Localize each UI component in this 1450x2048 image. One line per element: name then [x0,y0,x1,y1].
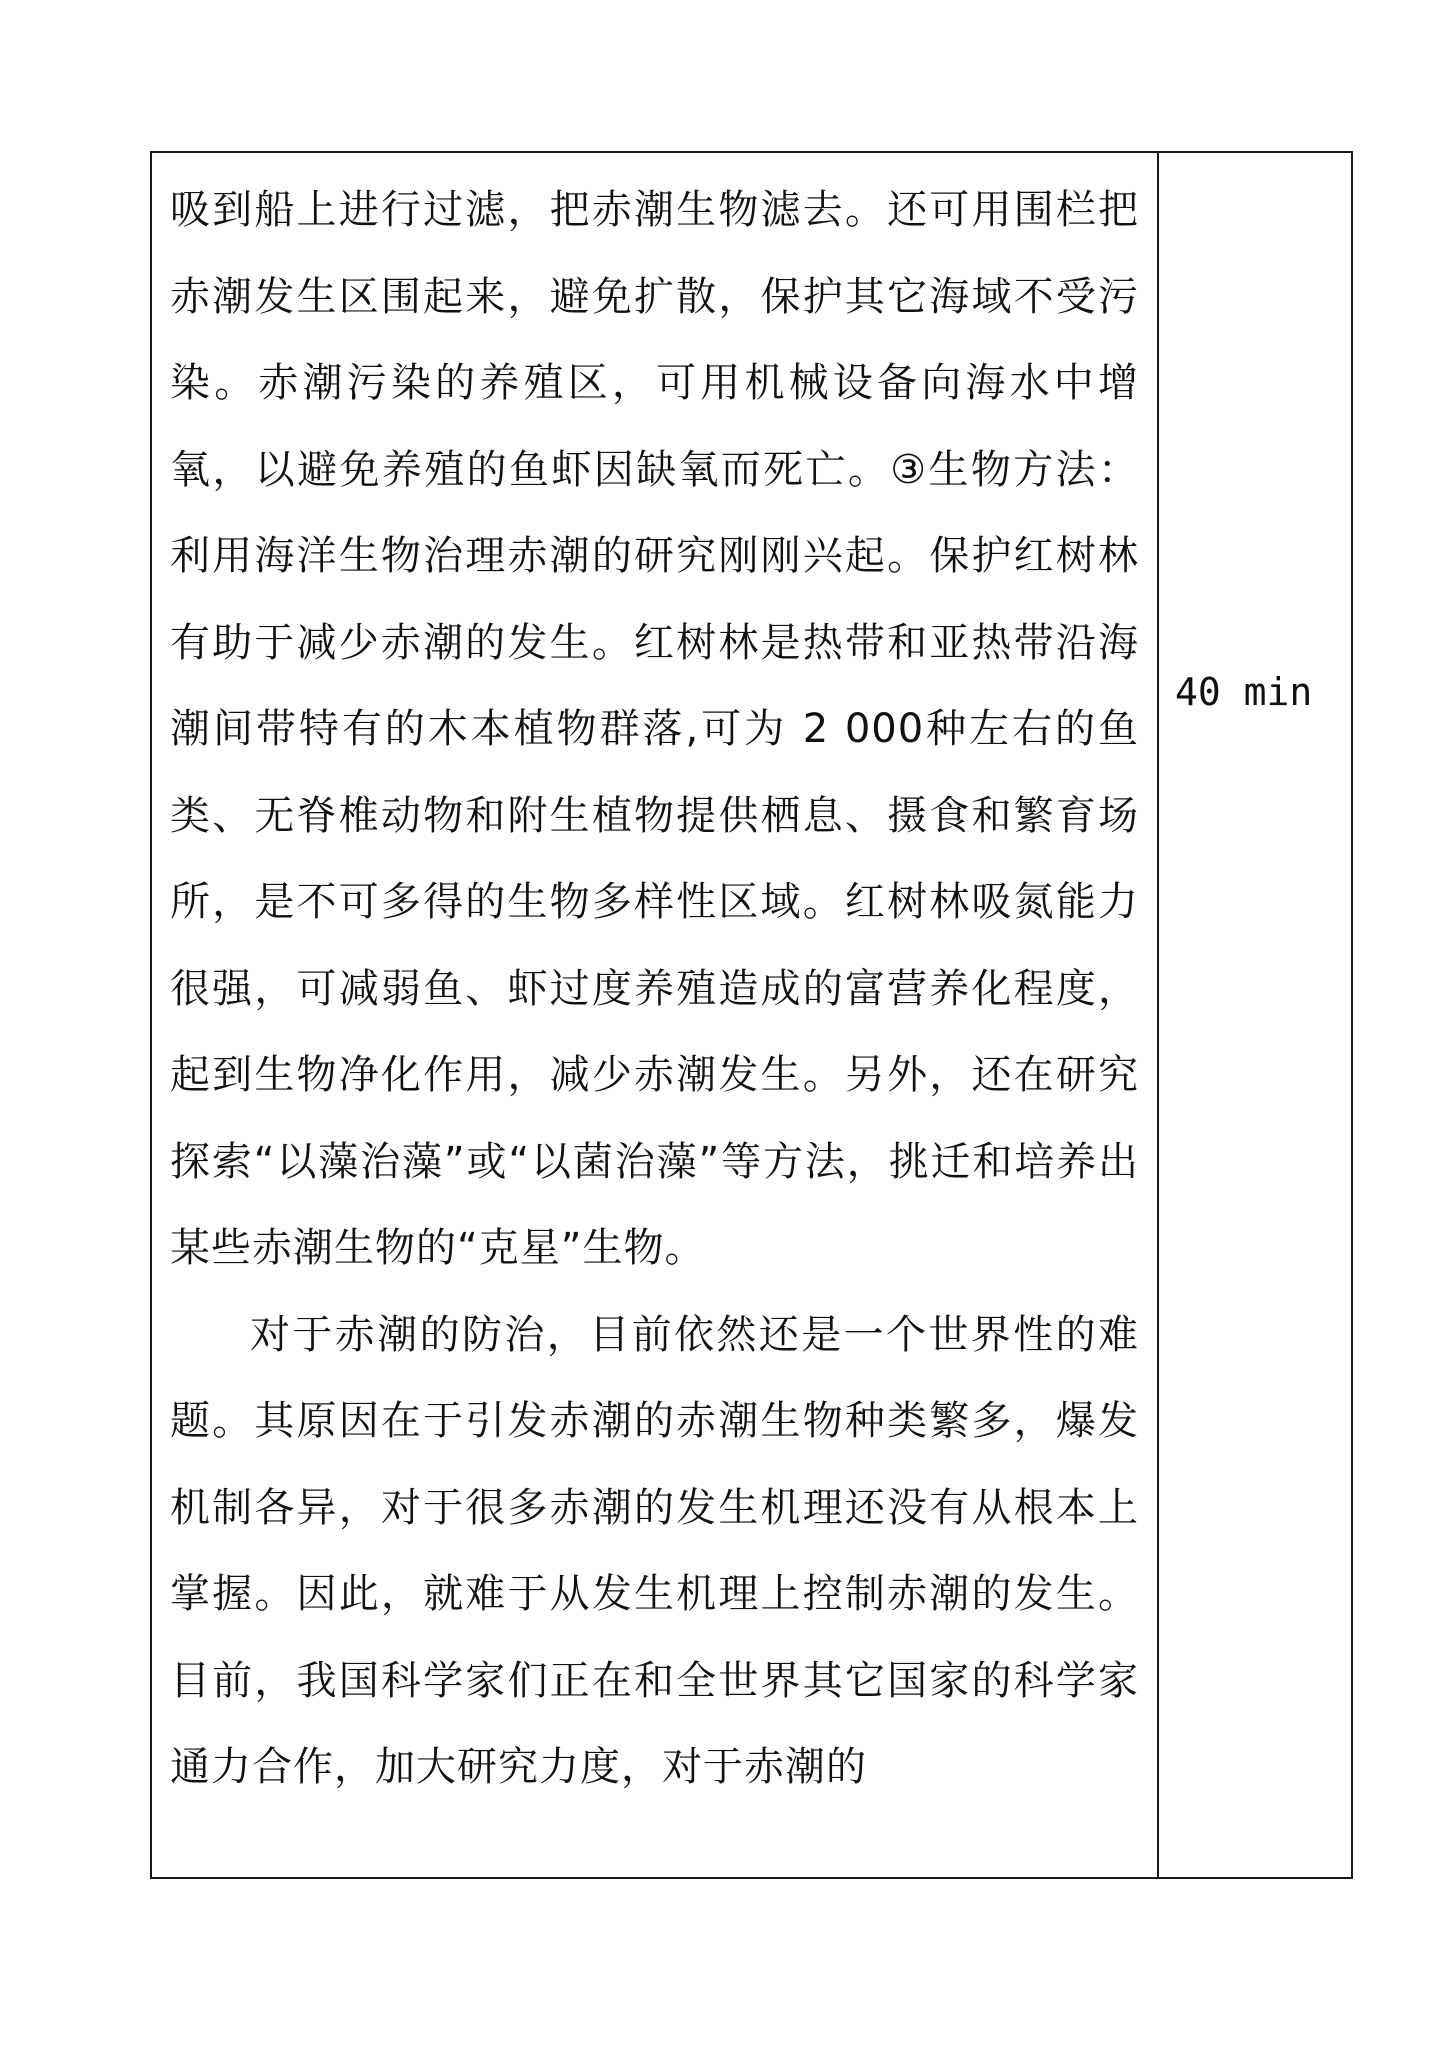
content-cell [152,153,1159,1877]
lesson-table [150,151,1353,1879]
time-cell [1159,153,1351,1877]
paragraph-red-tide-methods: 吸到船上进行过滤，把赤潮生物滤去。还可用围栏把赤潮发生区围起来，避免扩散，保护其它海域不受污染。赤潮污染的养殖区，可用机械设备向海水中增氧，以避免养殖的鱼虾因缺氧而死亡。③生物方法：利用海洋生物治理赤潮的研究刚刚兴起。保护红树林有助于减少赤潮的发生。红树林是热带和亚热带沿海潮间带特有的木本植物群落,可为 2 000种左右的鱼类、无脊椎动物和附生植物提供栖息、摄食和繁育场所，是不可多得的生物多样性区域。红树林吸氮能力很强，可减弱鱼、虾过度养殖造成的富营养化程度，起到生物净化作用，减少赤潮发生。另外，还在研究探索“以藻治藻”或“以菌治藻”等方法，挑迁和培养出某些赤潮生物的“克星”生物。 [170,187,1139,1271]
time-value: 40 min [1175,670,1313,714]
paragraph-red-tide-challenge: 对于赤潮的防治，目前依然还是一个世界性的难题。其原因在于引发赤潮的赤潮生物种类繁多，爆发机制各异，对于很多赤潮的发生机理还没有从根本上掌握。因此，就难于从发生机理上控制赤潮的发生。目前，我国科学家们正在和全世界其它国家的科学家通力合作，加大研究力度，对于赤潮的 [170,1311,1139,1790]
